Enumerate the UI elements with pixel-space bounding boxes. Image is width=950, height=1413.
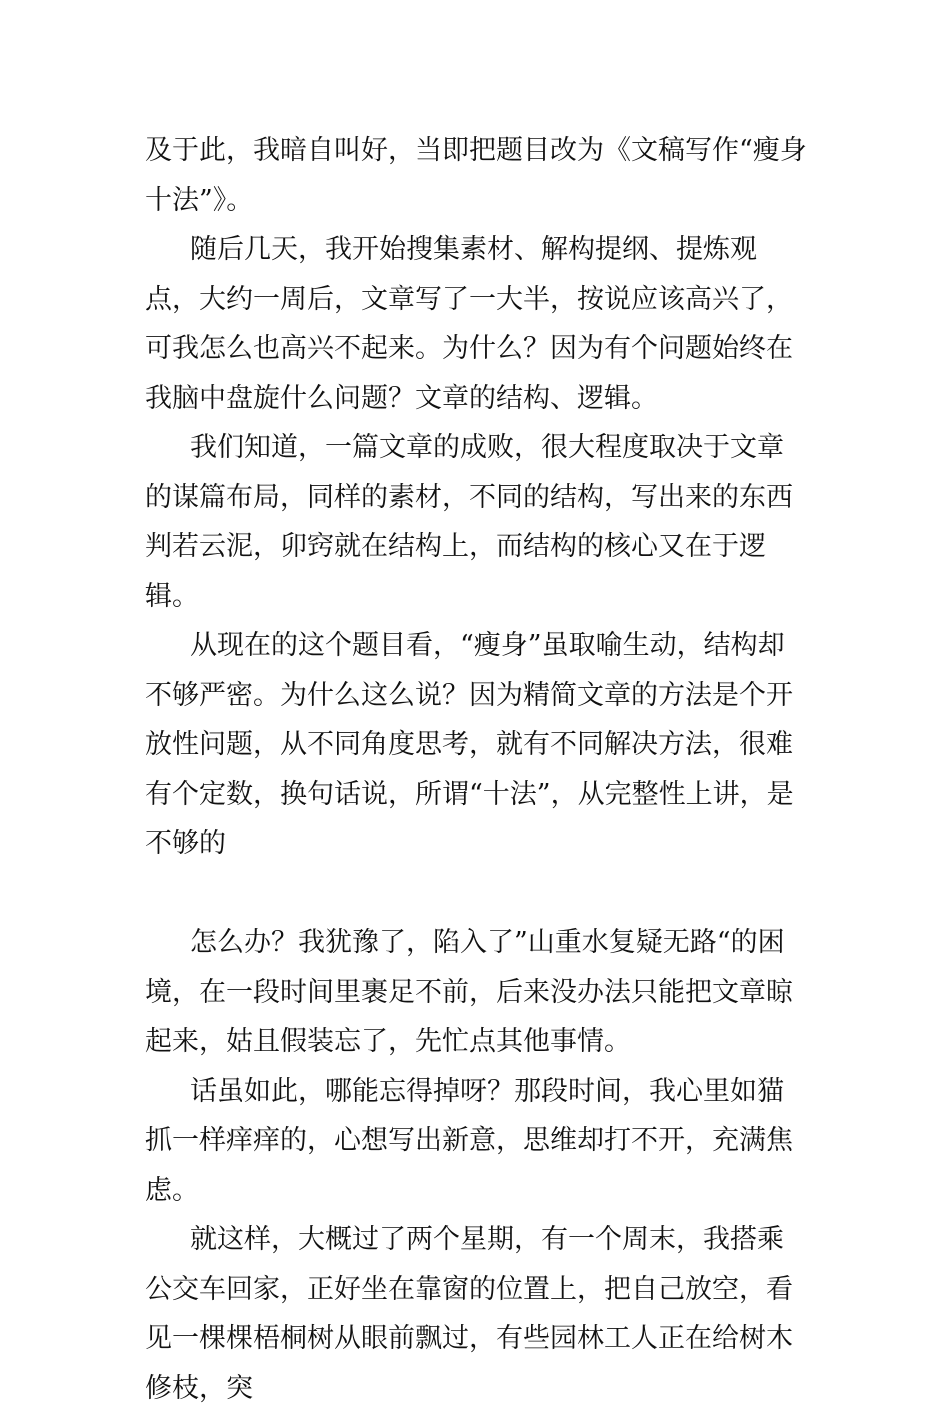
body-text [145,126,810,1413]
paragraph-6: 话虽如此，哪能忘得掉呀？那段时间，我心里如猫抓一样痒痒的，心想写出新意，思维却打不开，充满焦虑。 [145,1075,793,1206]
paragraph-5: 怎么办？我犹豫了，陷入了”山重水复疑无路“的困境，在一段时间里裹足不前，后来没办法只能把文章晾起来，姑且假装忘了，先忙点其他事情。 [145,927,793,1057]
paragraph-2: 随后几天，我开始搜集素材、解构提纲、提炼观点，大约一周后，文章写了一大半，按说应该高兴了，可我怎么也高兴不起来。为什么？因为有个问题始终在我脑中盘旋什么问题？文章的结构、逻辑。 [145,234,793,414]
paragraph-7: 就这样，大概过了两个星期，有一个周末，我搭乘公交车回家，正好坐在靠窗的位置上，把自己放空，看见一棵棵梧桐树从眼前飘过，有些园林工人正在给树木修枝，突 [145,1224,793,1404]
paragraph-3: 我们知道，一篇文章的成败，很大程度取决于文章的谋篇布局，同样的素材，不同的结构，写出来的东西判若云泥，卯窍就在结构上，而结构的核心又在于逻辑。 [145,432,793,612]
paragraph-1: 及于此，我暗自叫好，当即把题目改为《文稿写作“瘦身十法”》。 [145,135,807,216]
paragraph-4: 从现在的这个题目看，“瘦身”虽取喻生动，结构却不够严密。为什么这么说？因为精简文章的方法是个开放性问题，从不同角度思考，就有不同解决方法，很难有个定数，换句话说，所谓“十法”，从完整性上讲，是不够的 [145,630,794,859]
